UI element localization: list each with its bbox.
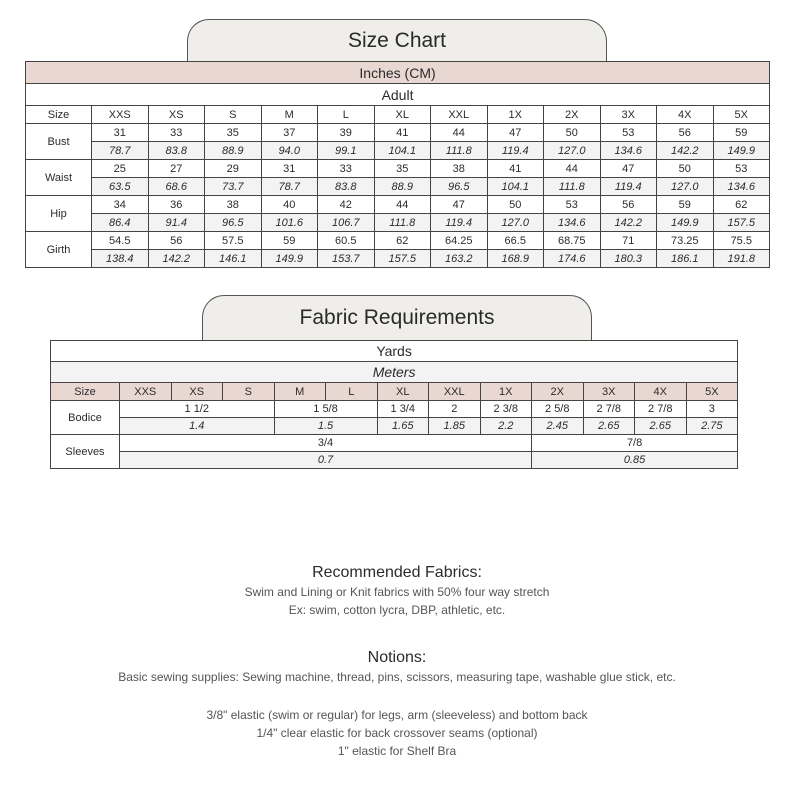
- cm-cell: 142.2: [657, 142, 714, 160]
- notions-heading: Notions:: [367, 649, 427, 666]
- size-header-cell: XXS: [92, 106, 149, 124]
- cm-cell: 119.4: [431, 214, 488, 232]
- fabric-size-cell: L: [326, 383, 378, 401]
- fabric-size-cell: XXL: [429, 383, 481, 401]
- fabric-size-cell: 1X: [480, 383, 532, 401]
- cm-cell: 111.8: [544, 178, 601, 196]
- cm-cell: 104.1: [374, 142, 431, 160]
- inches-cell: 34: [92, 196, 149, 214]
- cm-cell: 88.9: [374, 178, 431, 196]
- cm-cell: 111.8: [431, 142, 488, 160]
- cm-cell: 163.2: [431, 250, 488, 268]
- cm-cell: 83.8: [318, 178, 375, 196]
- measurement-label: Girth: [26, 232, 92, 268]
- inches-cell: 62: [374, 232, 431, 250]
- bodice-meters: 1.65: [377, 418, 429, 435]
- size-header-cell: 4X: [657, 106, 714, 124]
- cm-cell: 127.0: [544, 142, 601, 160]
- size-chart-title: Size Chart: [347, 28, 447, 52]
- bodice-meters: 2.45: [532, 418, 584, 435]
- bodice-meters: 2.65: [583, 418, 635, 435]
- inches-cell: 33: [318, 160, 375, 178]
- inches-cell: 44: [374, 196, 431, 214]
- bodice-meters: 2.75: [686, 418, 738, 435]
- inches-cell: 38: [431, 160, 488, 178]
- inches-cell: 33: [148, 124, 205, 142]
- inches-cell: 42: [318, 196, 375, 214]
- cm-cell: 96.5: [431, 178, 488, 196]
- inches-cell: 31: [261, 160, 318, 178]
- inches-cell: 47: [600, 160, 657, 178]
- bodice-yards: 1 3/4: [377, 401, 429, 418]
- inches-cell: 40: [261, 196, 318, 214]
- cm-cell: 104.1: [487, 178, 544, 196]
- cm-cell: 149.9: [657, 214, 714, 232]
- inches-cell: 73.25: [657, 232, 714, 250]
- recommended-fabrics-section: [0, 563, 794, 619]
- fabric-size-cell: XXS: [120, 383, 172, 401]
- cm-cell: 119.4: [600, 178, 657, 196]
- inches-cell: 57.5: [205, 232, 262, 250]
- cm-cell: 186.1: [657, 250, 714, 268]
- inches-cell: 53: [600, 124, 657, 142]
- inches-cell: 66.5: [487, 232, 544, 250]
- size-chart-title-tab: [187, 19, 607, 61]
- notions-line: 1/4" clear elastic for back crossover seams (optional): [256, 726, 538, 740]
- inches-cell: 59: [713, 124, 770, 142]
- fabric-size-cell: S: [223, 383, 275, 401]
- bodice-meters: 2.2: [480, 418, 532, 435]
- cm-cell: 78.7: [92, 142, 149, 160]
- bodice-meters: 1.85: [429, 418, 481, 435]
- inches-cell: 59: [657, 196, 714, 214]
- cm-cell: 134.6: [544, 214, 601, 232]
- inches-cell: 54.5: [92, 232, 149, 250]
- cm-cell: 68.6: [148, 178, 205, 196]
- cm-cell: 83.8: [148, 142, 205, 160]
- bodice-meters: 2.65: [635, 418, 687, 435]
- size-label: Size: [26, 106, 92, 124]
- size-header-cell: S: [205, 106, 262, 124]
- measurement-label: Bust: [26, 124, 92, 160]
- inches-cell: 25: [92, 160, 149, 178]
- sleeves-meters: 0.7: [120, 452, 532, 469]
- inches-cell: 62: [713, 196, 770, 214]
- fabric-size-cell: XS: [171, 383, 223, 401]
- cm-cell: 134.6: [713, 178, 770, 196]
- inches-cell: 47: [431, 196, 488, 214]
- cm-cell: 146.1: [205, 250, 262, 268]
- fabric-title-tab: [202, 295, 592, 340]
- cm-cell: 106.7: [318, 214, 375, 232]
- size-header-cell: 1X: [487, 106, 544, 124]
- inches-cell: 56: [148, 232, 205, 250]
- size-header-cell: XL: [374, 106, 431, 124]
- cm-cell: 119.4: [487, 142, 544, 160]
- inches-cell: 35: [374, 160, 431, 178]
- sleeves-yards: 3/4: [120, 435, 532, 452]
- cm-cell: 153.7: [318, 250, 375, 268]
- cm-cell: 127.0: [657, 178, 714, 196]
- fabric-size-cell: M: [274, 383, 326, 401]
- inches-cell: 29: [205, 160, 262, 178]
- inches-cell: 64.25: [431, 232, 488, 250]
- measurement-label: Hip: [26, 196, 92, 232]
- inches-cell: 41: [487, 160, 544, 178]
- unit-header: Inches (CM): [26, 62, 770, 84]
- cm-cell: 73.7: [205, 178, 262, 196]
- size-header-cell: 3X: [600, 106, 657, 124]
- cm-cell: 63.5: [92, 178, 149, 196]
- inches-cell: 59: [261, 232, 318, 250]
- inches-cell: 39: [318, 124, 375, 142]
- fabric-size-cell: XL: [377, 383, 429, 401]
- cm-cell: 180.3: [600, 250, 657, 268]
- inches-cell: 50: [487, 196, 544, 214]
- fabric-size-cell: 4X: [635, 383, 687, 401]
- cm-cell: 149.9: [713, 142, 770, 160]
- inches-cell: 60.5: [318, 232, 375, 250]
- inches-cell: 56: [600, 196, 657, 214]
- inches-cell: 44: [544, 160, 601, 178]
- notions-section: [0, 648, 794, 760]
- size-header-cell: XS: [148, 106, 205, 124]
- cm-cell: 138.4: [92, 250, 149, 268]
- bodice-yards: 1 1/2: [120, 401, 275, 418]
- notions-line: Basic sewing supplies: Sewing machine, thread, pins, scissors, measuring tape, washable glue stick, etc.: [118, 670, 676, 684]
- inches-cell: 27: [148, 160, 205, 178]
- inches-cell: 50: [657, 160, 714, 178]
- meters-header: Meters: [51, 362, 738, 383]
- cm-cell: 96.5: [205, 214, 262, 232]
- bodice-label: Bodice: [51, 401, 120, 435]
- inches-cell: 71: [600, 232, 657, 250]
- cm-cell: 91.4: [148, 214, 205, 232]
- inches-cell: 31: [92, 124, 149, 142]
- size-header-cell: L: [318, 106, 375, 124]
- bodice-yards: 1 5/8: [274, 401, 377, 418]
- inches-cell: 47: [487, 124, 544, 142]
- inches-cell: 36: [148, 196, 205, 214]
- bodice-yards: 2 7/8: [635, 401, 687, 418]
- cm-cell: 134.6: [600, 142, 657, 160]
- inches-cell: 38: [205, 196, 262, 214]
- inches-cell: 53: [713, 160, 770, 178]
- size-header-cell: 5X: [713, 106, 770, 124]
- cm-cell: 86.4: [92, 214, 149, 232]
- size-header-cell: XXL: [431, 106, 488, 124]
- sleeves-label: Sleeves: [51, 435, 120, 469]
- sleeves-meters: 0.85: [532, 452, 738, 469]
- cm-cell: 157.5: [713, 214, 770, 232]
- size-header-cell: M: [261, 106, 318, 124]
- cm-cell: 142.2: [600, 214, 657, 232]
- bodice-yards: 2 3/8: [480, 401, 532, 418]
- measurement-rows: [26, 124, 770, 268]
- cm-cell: 149.9: [261, 250, 318, 268]
- bodice-yards: 2 7/8: [583, 401, 635, 418]
- cm-cell: 174.6: [544, 250, 601, 268]
- cm-cell: 101.6: [261, 214, 318, 232]
- cm-cell: 78.7: [261, 178, 318, 196]
- fabric-title: Fabric Requirements: [299, 306, 495, 329]
- cm-cell: 94.0: [261, 142, 318, 160]
- bodice-yards: 2: [429, 401, 481, 418]
- bodice-meters: 1.5: [274, 418, 377, 435]
- inches-cell: 37: [261, 124, 318, 142]
- notions-line: 3/8" elastic (swim or regular) for legs, arm (sleeveless) and bottom back: [206, 708, 588, 722]
- fabric-size-cell: 2X: [532, 383, 584, 401]
- yards-header: Yards: [51, 341, 738, 362]
- bodice-meters: 1.4: [120, 418, 275, 435]
- sleeves-yards: 7/8: [532, 435, 738, 452]
- inches-cell: 50: [544, 124, 601, 142]
- group-header: Adult: [26, 84, 770, 106]
- notions-line: 1" elastic for Shelf Bra: [337, 744, 457, 758]
- recommended-line: Ex: swim, cotton lycra, DBP, athletic, etc.: [288, 603, 506, 617]
- cm-cell: 111.8: [374, 214, 431, 232]
- cm-cell: 127.0: [487, 214, 544, 232]
- size-header-cell: 2X: [544, 106, 601, 124]
- recommended-heading: Recommended Fabrics:: [312, 564, 482, 581]
- bodice-yards: 2 5/8: [532, 401, 584, 418]
- inches-cell: 41: [374, 124, 431, 142]
- size-chart-table: [25, 61, 770, 268]
- measurement-label: Waist: [26, 160, 92, 196]
- fabric-size-label: Size: [51, 383, 120, 401]
- bodice-yards: 3: [686, 401, 738, 418]
- cm-cell: 142.2: [148, 250, 205, 268]
- fabric-table: [50, 340, 738, 469]
- inches-cell: 44: [431, 124, 488, 142]
- inches-cell: 75.5: [713, 232, 770, 250]
- fabric-size-cell: 3X: [583, 383, 635, 401]
- inches-cell: 68.75: [544, 232, 601, 250]
- inches-cell: 53: [544, 196, 601, 214]
- cm-cell: 157.5: [374, 250, 431, 268]
- recommended-line: Swim and Lining or Knit fabrics with 50% four way stretch: [244, 585, 550, 599]
- inches-cell: 56: [657, 124, 714, 142]
- fabric-size-cell: 5X: [686, 383, 738, 401]
- cm-cell: 191.8: [713, 250, 770, 268]
- cm-cell: 168.9: [487, 250, 544, 268]
- cm-cell: 88.9: [205, 142, 262, 160]
- inches-cell: 35: [205, 124, 262, 142]
- cm-cell: 99.1: [318, 142, 375, 160]
